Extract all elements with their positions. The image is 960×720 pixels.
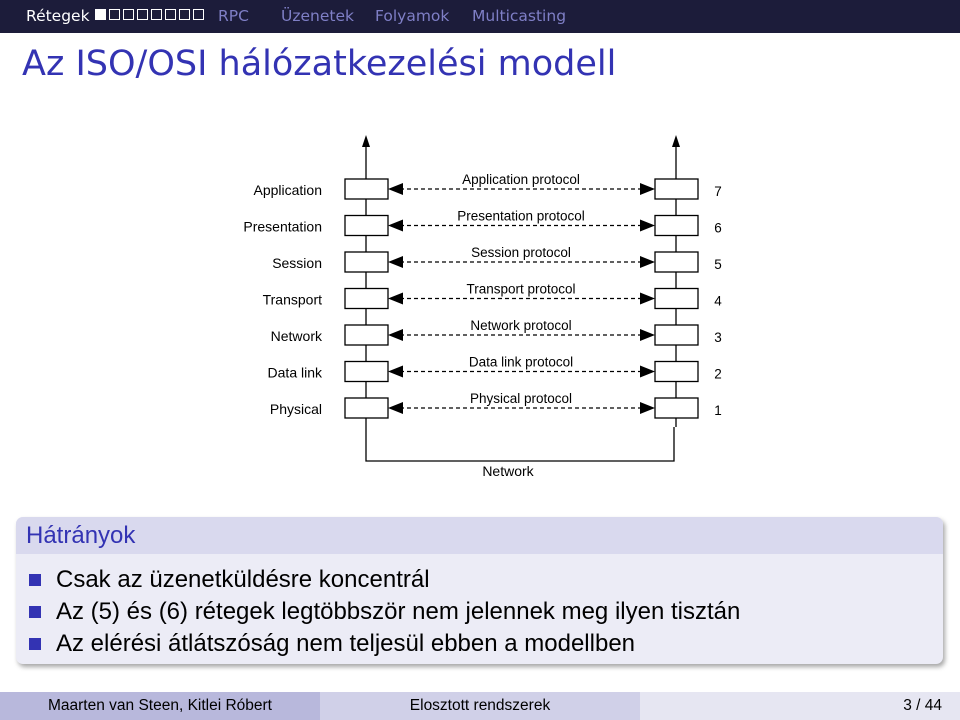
section-dot[interactable] — [109, 9, 120, 20]
bullet-square-icon — [29, 638, 41, 650]
list-item-text: Az elérési átlátszóság nem teljesül ebben a modellben — [56, 630, 636, 657]
protocol-label: Transport protocol — [466, 281, 576, 297]
top-navigation — [0, 0, 960, 33]
bullet-square-icon — [29, 606, 41, 618]
disadvantages-block — [16, 517, 943, 664]
layer-name: Data link — [267, 364, 322, 381]
list-item-text: Csak az üzenetküldésre koncentrál — [56, 566, 430, 593]
list-item-text: Az (5) és (6) rétegek legtöbbször nem jelennek meg ilyen tisztán — [56, 598, 741, 625]
nav-item-rpc[interactable]: RPC — [218, 7, 249, 25]
right-arrow-icon — [640, 256, 655, 268]
section-dot[interactable] — [137, 9, 148, 20]
up-arrow-icon — [362, 135, 370, 147]
disadvantages-list — [56, 564, 740, 660]
layer-box — [655, 252, 698, 272]
footer-authors: Maarten van Steen, Kitlei Róbert — [0, 692, 320, 720]
osi-model-diagram — [200, 125, 760, 485]
protocol-label: Application protocol — [462, 172, 580, 187]
layer-number: 3 — [714, 330, 722, 345]
layer-box — [345, 289, 388, 309]
nav-item-folyamok[interactable]: Folyamok — [375, 7, 450, 25]
right-arrow-icon — [640, 366, 655, 378]
footer-page-section — [640, 692, 960, 720]
left-protocol-stack — [345, 135, 388, 427]
up-arrow-icon — [672, 135, 680, 147]
nav-item-uzenetek[interactable]: Üzenetek — [281, 7, 354, 25]
layer-number: 2 — [714, 366, 722, 382]
layer-box — [655, 179, 698, 199]
layer-box — [655, 325, 698, 345]
slide-title: Az ISO/OSI hálózatkezelési modell — [22, 44, 617, 84]
right-arrow-icon — [640, 293, 655, 305]
section-dot[interactable] — [123, 9, 134, 20]
layer-box — [345, 362, 388, 382]
layer-box — [345, 179, 388, 199]
protocol-label: Presentation protocol — [457, 208, 585, 224]
section-dot[interactable] — [179, 9, 190, 20]
footer — [0, 692, 960, 720]
network-label: Network — [482, 463, 534, 479]
left-arrow-icon — [388, 183, 403, 195]
protocol-label: Session protocol — [471, 245, 571, 260]
layer-box — [345, 398, 388, 418]
section-dot[interactable] — [95, 9, 106, 20]
list-item — [56, 628, 740, 660]
left-arrow-icon — [388, 366, 403, 378]
layer-name: Physical — [269, 401, 322, 417]
layer-name: Transport — [262, 291, 322, 308]
section-dot[interactable] — [165, 9, 176, 20]
nav-item-multicasting[interactable]: Multicasting — [472, 7, 567, 25]
page-number: 3 / 44 — [903, 697, 942, 714]
layer-name: Presentation — [243, 218, 322, 235]
layer-box — [655, 216, 698, 236]
layer-box — [655, 289, 698, 309]
layer-box — [345, 216, 388, 236]
layer-name: Network — [270, 328, 322, 344]
footer-course: Elosztott rendszerek — [320, 692, 640, 720]
network-connection — [366, 427, 674, 461]
bullet-square-icon — [29, 574, 41, 586]
right-arrow-icon — [640, 329, 655, 341]
section-dot[interactable] — [151, 9, 162, 20]
list-item — [56, 596, 740, 628]
layer-box — [655, 398, 698, 418]
block-title: Hátrányok — [26, 522, 136, 549]
right-arrow-icon — [640, 183, 655, 195]
left-arrow-icon — [388, 256, 403, 268]
section-dot[interactable] — [193, 9, 204, 20]
protocol-label: Data link protocol — [468, 354, 574, 370]
right-arrow-icon — [640, 220, 655, 232]
left-arrow-icon — [388, 402, 403, 414]
section-progress-dots — [95, 9, 204, 20]
layer-names — [243, 182, 323, 417]
left-arrow-icon — [388, 329, 403, 341]
layer-box — [345, 252, 388, 272]
layer-box — [655, 362, 698, 382]
protocol-arrows — [388, 172, 655, 414]
layer-number: 1 — [714, 403, 722, 418]
layer-numbers — [714, 184, 722, 418]
layer-number: 7 — [714, 184, 722, 199]
layer-name: Session — [272, 255, 322, 271]
list-item — [56, 564, 740, 596]
right-protocol-stack — [655, 135, 698, 427]
nav-item-retegek[interactable]: Rétegek — [26, 7, 90, 25]
left-arrow-icon — [388, 220, 403, 232]
layer-number: 5 — [714, 257, 722, 272]
left-arrow-icon — [388, 293, 403, 305]
layer-name: Application — [253, 182, 322, 198]
layer-number: 4 — [714, 293, 722, 309]
layer-number: 6 — [714, 220, 722, 236]
right-arrow-icon — [640, 402, 655, 414]
block-header — [16, 517, 943, 554]
layer-box — [345, 325, 388, 345]
protocol-label: Physical protocol — [469, 391, 573, 406]
protocol-label: Network protocol — [470, 318, 572, 333]
